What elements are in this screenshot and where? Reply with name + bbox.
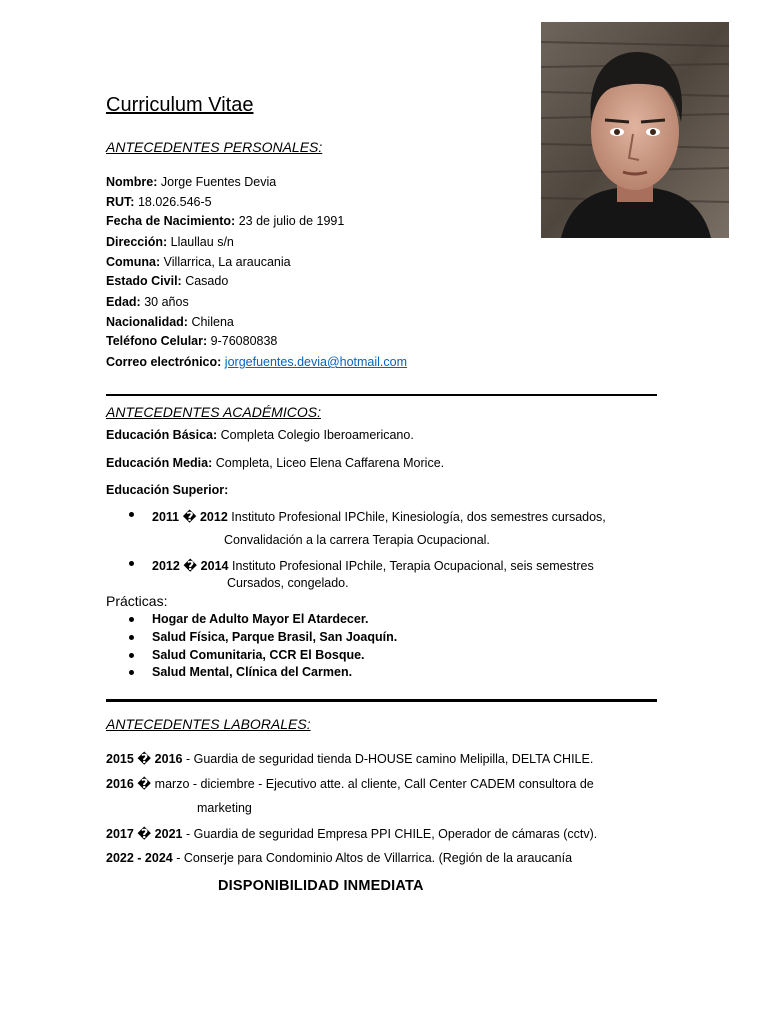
work-years: 2022 - 2024 <box>106 851 173 865</box>
superior-item-line2: Convalidación a la carrera Terapia Ocupacional. <box>224 533 490 547</box>
education-value: Completa Colegio Iberoamericano. <box>220 428 414 442</box>
cv-title: Curriculum Vitae <box>106 94 254 116</box>
education-label: Educación Media: <box>106 456 213 470</box>
field-value: Casado <box>185 274 229 288</box>
field-comuna <box>106 255 291 269</box>
field-label: RUT: <box>106 195 135 209</box>
bullet-icon <box>129 617 134 622</box>
practica-item: Salud Comunitaria, CCR El Bosque. <box>152 648 365 662</box>
field-label: Comuna: <box>106 255 161 269</box>
practicas-label: Prácticas: <box>106 593 168 609</box>
work-item <box>106 826 597 841</box>
work-text: - Guardia de seguridad tienda D-HOUSE camino Melipilla, DELTA CHILE. <box>182 752 594 766</box>
superior-item <box>152 558 594 573</box>
bullet-icon <box>129 512 134 517</box>
field-value: Chilena <box>191 315 234 329</box>
field-label: Dirección: <box>106 235 168 249</box>
work-item-line2: marketing <box>197 801 252 815</box>
profile-photo-illustration <box>541 22 729 238</box>
work-years: 2017 � 2021 <box>106 827 183 841</box>
availability: DISPONIBILIDAD INMEDIATA <box>218 878 424 894</box>
field-value: 30 años <box>144 295 189 309</box>
field-address <box>106 235 234 249</box>
field-value: 9-76080838 <box>210 334 278 348</box>
section-divider <box>106 394 657 396</box>
superior-text: Instituto Profesional IPChile, Kinesiología, dos semestres cursados, <box>231 510 606 524</box>
academic-heading: ANTECEDENTES ACADÉMICOS: <box>106 404 321 420</box>
field-email <box>106 355 407 369</box>
superior-years: 2012 � 2014 <box>152 559 229 573</box>
practica-item: Salud Física, Parque Brasil, San Joaquín. <box>152 630 398 644</box>
field-phone <box>106 334 277 348</box>
superior-item-line2: Cursados, congelado. <box>227 576 349 590</box>
bullet-icon <box>129 670 134 675</box>
profile-photo <box>541 22 729 238</box>
field-birthdate <box>106 214 344 228</box>
field-age <box>106 295 189 309</box>
field-name <box>106 175 276 189</box>
field-nationality <box>106 315 234 329</box>
field-civil-status <box>106 274 228 288</box>
section-divider <box>106 699 657 702</box>
work-item <box>106 776 594 791</box>
practica-item: Salud Mental, Clínica del Carmen. <box>152 665 353 679</box>
field-label: Edad: <box>106 295 141 309</box>
education-superior-label: Educación Superior: <box>106 483 229 497</box>
work-item <box>106 851 572 865</box>
superior-years: 2011 � 2012 <box>152 510 228 524</box>
superior-text: Instituto Profesional IPchile, Terapia Ocupacional, seis semestres <box>231 559 594 573</box>
work-text: - Conserje para Condominio Altos de Villarrica. (Región de la araucanía <box>172 851 573 865</box>
work-years: 2015 � 2016 <box>106 752 183 766</box>
field-label: Correo electrónico: <box>106 355 222 369</box>
education-basica <box>106 428 414 442</box>
field-label: Nacionalidad: <box>106 315 188 329</box>
field-rut <box>106 195 212 209</box>
practica-item: Hogar de Adulto Mayor El Atardecer. <box>152 612 369 626</box>
field-label: Teléfono Celular: <box>106 334 208 348</box>
field-value: Jorge Fuentes Devia <box>160 175 277 189</box>
superior-item <box>152 509 606 524</box>
work-years: 2016 � <box>106 777 152 791</box>
field-label: Estado Civil: <box>106 274 182 288</box>
email-link[interactable]: jorgefuentes.devia@hotmail.com <box>224 355 408 369</box>
personal-heading: ANTECEDENTES PERSONALES: <box>106 139 323 155</box>
field-value: Villarrica, La araucania <box>163 255 291 269</box>
field-value: 23 de julio de 1991 <box>238 214 345 228</box>
work-item <box>106 751 593 766</box>
education-media <box>106 456 444 470</box>
bullet-icon <box>129 635 134 640</box>
field-value: 18.026.546-5 <box>137 195 212 209</box>
bullet-icon <box>129 561 134 566</box>
work-heading: ANTECEDENTES LABORALES: <box>106 716 311 732</box>
field-value: Llaullau s/n <box>170 235 234 249</box>
education-label: Educación Básica: <box>106 428 218 442</box>
work-text: marzo - diciembre - Ejecutivo atte. al cliente, Call Center CADEM consultora de <box>151 777 594 791</box>
work-text: - Guardia de seguridad Empresa PPI CHILE, Operador de cámaras (cctv). <box>182 827 598 841</box>
bullet-icon <box>129 653 134 658</box>
field-label: Nombre: <box>106 175 158 189</box>
field-label: Fecha de Nacimiento: <box>106 214 236 228</box>
education-value: Completa, Liceo Elena Caffarena Morice. <box>215 456 445 470</box>
